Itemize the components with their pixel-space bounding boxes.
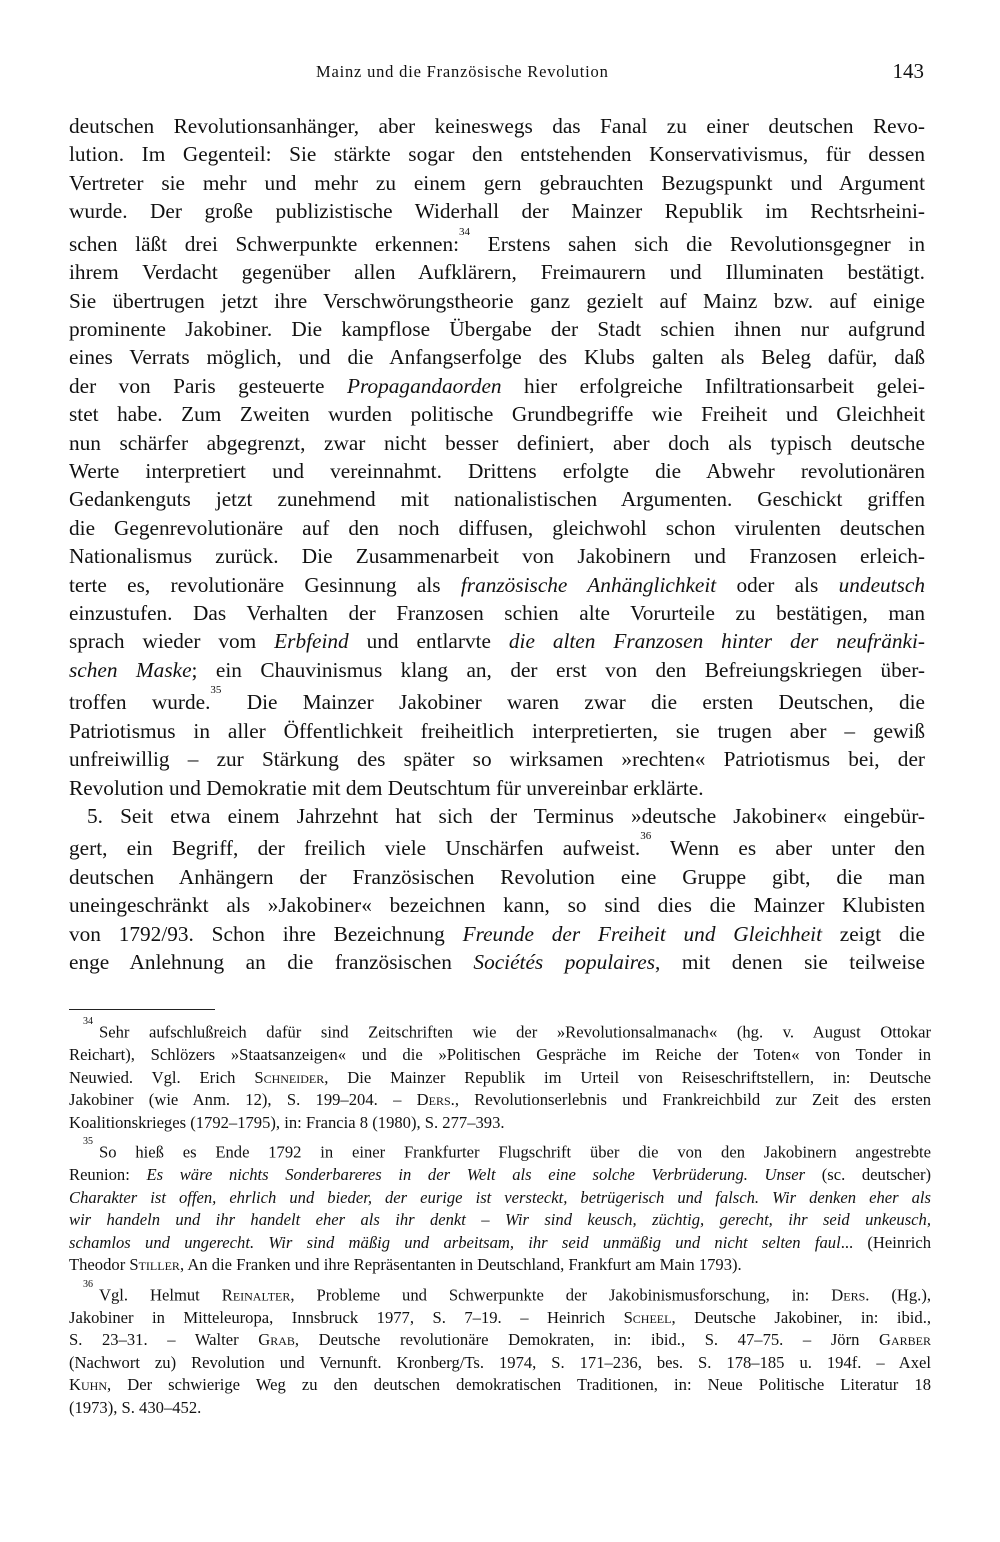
- text-line: deutschen Anhängern der Französischen Revolution eine Gruppe gibt, die man: [69, 864, 925, 889]
- text-line: Gedankenguts jetzt zunehmend mit nationalistischen Argumenten. Geschickt griffen: [69, 487, 925, 512]
- footnote-line: (Nachwort zu) Revolution und Vernunft. Kronberg/Ts. 1974, S. 171–236, bes. S. 178–185 u. 194f. – Axel: [69, 1352, 931, 1372]
- text-line: Revolution und Demokratie mit dem Deutschtum für unvereinbar erklärte.: [69, 775, 704, 800]
- text-line: terte es, revolutionäre Gesinnung als französische Anhänglichkeit oder als undeutsch: [69, 572, 925, 597]
- footnote-reference: 35: [210, 684, 222, 697]
- text-line: uneingeschränkt als »Jakobiner« bezeichnen kann, so sind dies die Mainzer Klubisten: [69, 893, 925, 918]
- footnote-line: (1973), S. 430–452.: [69, 1397, 202, 1417]
- text-line: troffen wurde.$^{35}$ Die Mainzer Jakobiner waren zwar die ersten Deutschen, die: [69, 684, 925, 715]
- footnote-number: 34: [83, 1016, 93, 1027]
- text-line: eines Verrats möglich, und die Anfangserfolge des Klubs galten als Beleg dafür, daß: [69, 345, 925, 370]
- text-line: schen läßt drei Schwerpunkte erkennen:$^{34}$ Erstens sahen sich die Revolutionsgegner in: [69, 225, 925, 256]
- footnote-number: 36: [83, 1278, 93, 1290]
- text-line: deutschen Revolutionsanhänger, aber keineswegs das Fanal zu einer deutschen Revo-: [69, 114, 925, 138]
- footnote-line: Charakter ist offen, ehrlich und bieder, der eurige ist versteckt, betrügerisch und falsch. Wir denken eher als: [69, 1187, 931, 1207]
- footnote-reference: 36: [640, 830, 652, 843]
- text-line: Vertreter sie mehr und mehr zu einem gern gebrauchten Bezugspunkt und Argument: [69, 170, 925, 195]
- text-line: prominente Jakobiner. Die kampflose Übergabe der Stadt schien ihnen nur aufgrund: [69, 316, 925, 341]
- footnote-line: Koalitionskrieges (1792–1795), in: Francia 8 (1980), S. 277–393.: [69, 1112, 505, 1132]
- running-title: Mainz und die Französische Revolution: [316, 62, 609, 81]
- footnote-number: 35: [83, 1136, 93, 1148]
- text-line: Sie übertrugen jetzt ihre Verschwörungstheorie ganz gezielt auf Mainz bzw. auf einige: [69, 288, 925, 313]
- footnote-reference: 34: [459, 225, 471, 238]
- footnote-line: Neuwied. Vgl. Erich Schneider, Die Mainzer Republik im Urteil von Reiseschriftstellern, in: Deutsche: [69, 1067, 932, 1087]
- footnote-line: Jakobiner (wie Anm. 12), S. 199–204. – Ders., Revolutionserlebnis und Frankreichbild zur Zeit des ersten: [69, 1090, 932, 1110]
- footnote-line: Theodor Stiller, An die Franken und ihre Repräsentanten in Deutschland, Frankfurt am Main 1793).: [69, 1255, 742, 1275]
- footnote-line: Reichart), Schlözers »Staatsanzeigen« und die »Politischen Gespräche im Reiche der Toten« von Tonder in: [69, 1045, 931, 1065]
- footnote-line: $^{34}$Sehr aufschlußreich dafür sind Zeitschriften wie der »Revolutionsalmanach« (hg. v. August Ottokar: [83, 1016, 931, 1042]
- page-number: 143: [892, 59, 924, 83]
- paragraph-start-line: 5. Seit etwa einem Jahrzehnt hat sich der Terminus »deutsche Jakobiner« eingebür-: [87, 803, 925, 828]
- text-line: schen Maske; ein Chauvinismus klang an, der erst von den Befreiungskriegen über-: [69, 657, 925, 682]
- text-line: von 1792/93. Schon ihre Bezeichnung Freunde der Freiheit und Gleichheit zeigt die: [69, 921, 925, 946]
- text-line: enge Anlehnung an die französischen Sociétés populaires, mit denen sie teilweise: [69, 950, 925, 975]
- text-line: lution. Im Gegenteil: Sie stärkte sogar den entstehenden Konservativismus, für dessen: [69, 142, 925, 167]
- footnotes: [69, 1018, 931, 1419]
- text-line: wurde. Der große publizistische Widerhall der Mainzer Republik im Rechtsrheini-: [69, 199, 925, 224]
- footnote-line: $^{35}$So hieß es Ende 1792 in einer Frankfurter Flugschrift über die von den Jakobinern angestrebte: [83, 1136, 931, 1162]
- text-line: Patriotismus in aller Öffentlichkeit freiheitlich interpretierten, sie trugen aber – gewiß: [69, 718, 925, 743]
- text-line: sprach wieder vom Erbfeind und entlarvte die alten Franzosen hinter der neufränki-: [69, 629, 925, 654]
- footnote-line: S. 23–31. – Walter Grab, Deutsche revolutionäre Demokraten, in: ibid., S. 47–75. – Jörn Garber: [69, 1330, 931, 1350]
- text-line: der von Paris gesteuerte Propagandaorden hier erfolgreiche Infiltrationsarbeit gelei-: [69, 373, 925, 398]
- footnote-line: Reunion: Es wäre nichts Sonderbareres in der Welt als eine solche Verbrüderung. Unser (sc. deutscher): [69, 1165, 931, 1185]
- text-line: ihrem Verdacht gegenüber allen Aufklärern, Freimaurern und Illuminaten bestätigt.: [69, 260, 925, 285]
- running-head: [0, 59, 1000, 90]
- text-line: einzustufen. Das Verhalten der Franzosen schien alte Vorurteile zu bestätigen, man: [69, 601, 925, 625]
- text-line: gert, ein Begriff, der freilich viele Unschärfen aufweist.$^{36}$ Wenn es aber unter den: [69, 830, 926, 861]
- footnote-line: $^{36}$Vgl. Helmut Reinalter, Probleme und Schwerpunkte der Jakobinismusforschung, in: Ders. (Hg.),: [83, 1278, 932, 1305]
- text-line: nun schärfer abgegrenzt, zwar nicht besser definiert, aber doch als typisch deutsche: [69, 430, 925, 455]
- text-line: Werte interpretiert und vereinnahmt. Drittens erfolgte die Abwehr revolutionären: [69, 458, 925, 483]
- footnote-line: Kuhn, Der schwierige Weg zu den deutschen demokratischen Traditionen, in: Neue Politische Literatur 18: [69, 1375, 931, 1395]
- body-text: [69, 112, 925, 976]
- text-line: Nationalismus zurück. Die Zusammenarbeit von Jakobinern und Franzosen erleich-: [69, 544, 925, 569]
- text-line: unfreiwillig – zur Stärkung des später so wirksamen »rechten« Patriotismus bei, der: [69, 747, 925, 772]
- text-line: die Gegenrevolutionäre auf den noch diffusen, gleichwohl schon virulenten deutschen: [69, 515, 925, 540]
- footnote-line: wir handeln und ihr handelt eher als ihr denkt – Wir sind keusch, züchtig, gerecht, ihr seid unkeusch,: [69, 1210, 931, 1230]
- footnote-separator: [69, 1009, 215, 1010]
- footnote-line: schamlos und ungerecht. Wir sind mäßig und arbeitsam, ihr seid unmäßig und nicht selten faul... (Heinrich: [69, 1232, 931, 1252]
- footnote-line: Jakobiner in Mitteleuropa, Innsbruck 1977, S. 7–19. – Heinrich Scheel, Deutsche Jakobiner, in: ibid.,: [69, 1307, 931, 1327]
- text-line: stet habe. Zum Zweiten wurden politische Grundbegriffe wie Freiheit und Gleichheit: [69, 402, 925, 427]
